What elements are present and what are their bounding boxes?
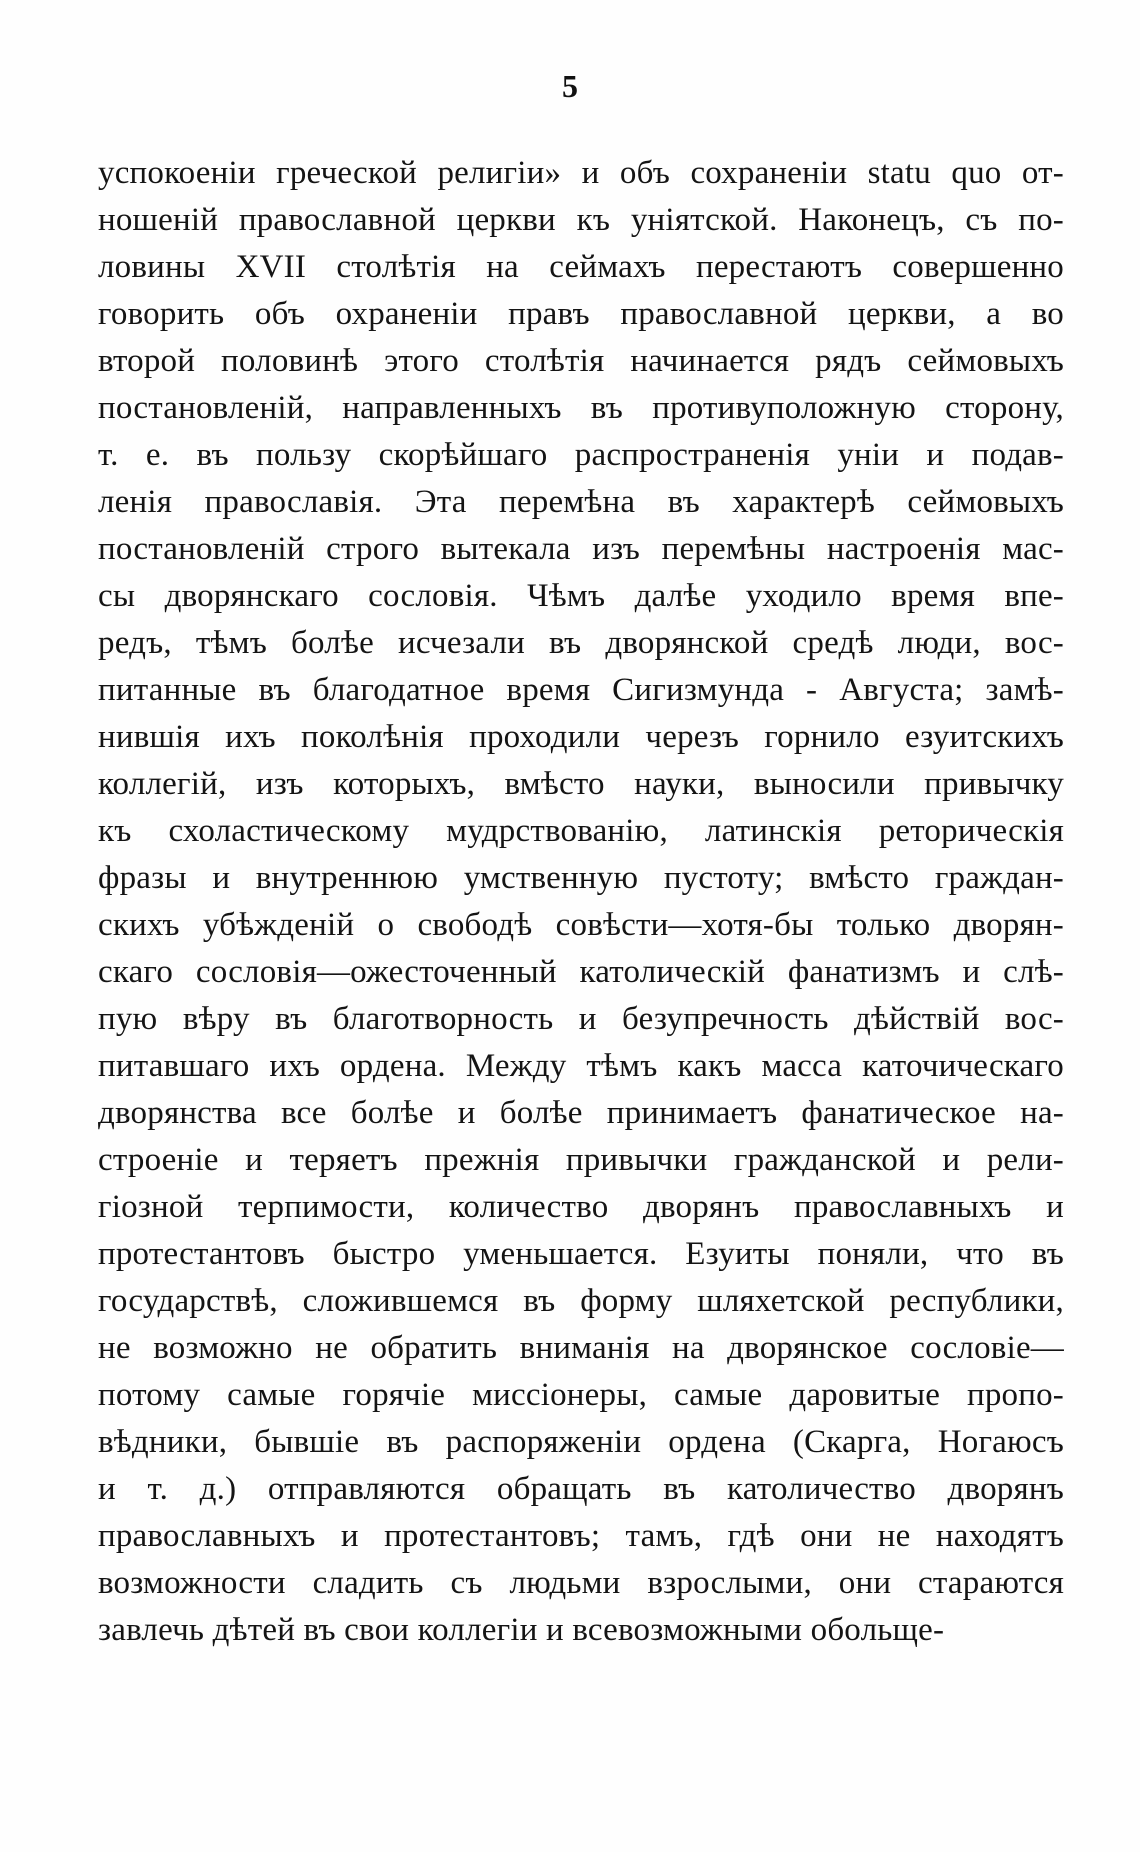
text-line: гіозной терпимости, количество дворянъ православныхъ и (98, 1189, 1064, 1225)
text-line: скаго сословія—ожесточенный католическій фанатизмъ и слѣ- (98, 954, 1064, 990)
text-line: протестантовъ быстро уменьшается. Езуиты поняли, что въ (98, 1236, 1064, 1272)
text-line: постановленій строго вытекала изъ перемѣны настроенія мас- (98, 531, 1064, 567)
text-line: говорить объ охраненіи правъ православной церкви, а во (98, 296, 1064, 332)
text-line: возможности сладить съ людьми взрослыми, они стараются (98, 1565, 1064, 1601)
text-line: пую вѣру въ благотворность и безупречность дѣйствій вос- (98, 1001, 1064, 1037)
text-line: потому самые горячіе миссіонеры, самые даровитые пропо- (98, 1377, 1064, 1413)
text-line: ловины XVII столѣтія на сеймахъ перестаютъ совершенно (98, 249, 1064, 285)
text-line: питавшаго ихъ ордена. Между тѣмъ какъ масса каточическаго (98, 1048, 1064, 1084)
text-line: нившія ихъ поколѣнія проходили черезъ горнило езуитскихъ (98, 719, 1064, 755)
text-line: ленія православія. Эта перемѣна въ характерѣ сеймовыхъ (98, 484, 1064, 520)
body-text (98, 150, 1064, 1654)
text-line: т. е. въ пользу скорѣйшаго распространенія уніи и подав- (98, 437, 1064, 473)
text-line: питанные въ благодатное время Сигизмунда - Августа; замѣ- (98, 672, 1064, 708)
text-line: православныхъ и протестантовъ; тамъ, гдѣ они не находятъ (98, 1518, 1064, 1554)
text-line: строеніе и теряетъ прежнія привычки гражданской и рели- (98, 1142, 1064, 1178)
text-line: второй половинѣ этого столѣтія начинается рядъ сеймовыхъ (98, 343, 1064, 379)
text-line: редъ, тѣмъ болѣе исчезали въ дворянской средѣ люди, вос- (98, 625, 1064, 661)
text-line: государствѣ, сложившемся въ форму шляхетской республики, (98, 1283, 1064, 1319)
text-line: фразы и внутреннюю умственную пустоту; вмѣсто граждан- (98, 860, 1064, 896)
text-line: успокоеніи греческой религіи» и объ сохраненіи statu quo от- (98, 155, 1064, 191)
text-line: не возможно не обратить вниманія на дворянское сословіе— (98, 1330, 1064, 1366)
text-line: коллегій, изъ которыхъ, вмѣсто науки, выносили привычку (98, 766, 1064, 802)
text-line: и т. д.) отправляются обращать въ католичество дворянъ (98, 1471, 1064, 1507)
text-line: скихъ убѣжденій о свободѣ совѣсти—хотя-бы только дворян- (98, 907, 1064, 943)
text-line: постановленій, направленныхъ въ противуположную сторону, (98, 390, 1064, 426)
page-number: 5 (562, 68, 578, 104)
text-line: дворянства все болѣе и болѣе принимаетъ фанатическое на- (98, 1095, 1064, 1131)
text-line: вѣдники, бывшіе въ распоряженіи ордена (Скарга, Ногаюсъ (98, 1424, 1064, 1460)
text-line: завлечь дѣтей въ свои коллегіи и всевозможными обольще- (98, 1612, 945, 1648)
text-line: сы дворянскаго сословія. Чѣмъ далѣе уходило время впе- (98, 578, 1064, 614)
text-line: къ схоластическому мудрствованію, латинскія реторическія (98, 813, 1064, 849)
text-line: ношеній православной церкви къ уніятской. Наконецъ, съ по- (98, 202, 1064, 238)
